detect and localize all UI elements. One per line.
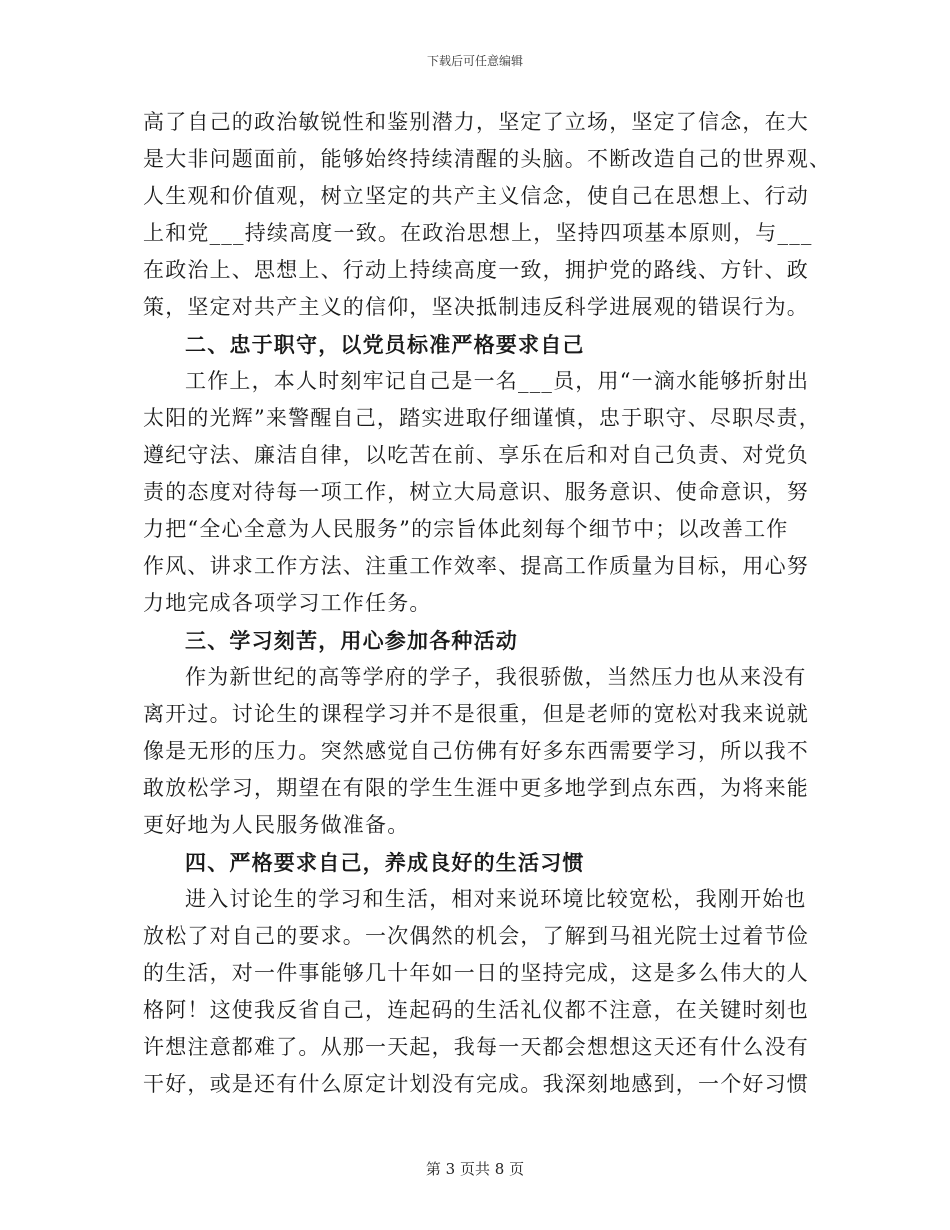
section-heading: 二、忠于职守，以党员标准严格要求自己 (185, 332, 585, 357)
body-line: 作风、讲求工作方法、注重工作效率、提高工作质量为目标，用心努 (143, 554, 809, 578)
body-line: 责的态度对待每一项工作，树立大局意识、服务意识、使命意识，努 (143, 480, 809, 504)
section-heading: 三、学习刻苦，用心参加各种活动 (185, 628, 518, 653)
page-header: 下载后可任意编辑 (426, 54, 523, 68)
body-line: 干好，或是还有什么原定计划没有完成。我深刻地感到，一个好习惯 (143, 1072, 809, 1096)
body-line: 人生观和价值观，树立坚定的共产主义信念，使自己在思想上、行动 (143, 184, 809, 208)
body-line: 力地完成各项学习工作任务。 (143, 591, 432, 615)
body-line: 的生活，对一件事能够几十年如一日的坚持完成，这是多么伟大的人 (143, 961, 809, 985)
body-line: 在政治上、思想上、行动上持续高度一致，拥护党的路线、方针、政 (143, 258, 809, 282)
paragraph-first-line: 作为新世纪的高等学府的学子，我很骄傲，当然压力也从来没有 (185, 665, 807, 689)
body-line: 高了自己的政治敏锐性和鉴别潜力，坚定了立场，坚定了信念，在大 (143, 110, 809, 134)
page-footer: 第 3 页共 8 页 (425, 1160, 525, 1178)
section-heading: 四、严格要求自己，养成良好的生活习惯 (185, 850, 585, 875)
body-line: 力把“全心全意为人民服务”的宗旨体此刻每个细节中；以改善工作 (143, 517, 789, 541)
paragraph-first-line: 工作上，本人时刻牢记自己是一名___员，用“一滴水能够折射出 (185, 369, 810, 393)
body-line: 上和党___持续高度一致。在政治思想上，坚持四项基本原则，与___ (143, 221, 813, 245)
body-line: 像是无形的压力。突然感觉自己仿佛有好多东西需要学习，所以我不 (143, 739, 809, 763)
body-line: 敢放松学习，期望在有限的学生生涯中更多地学到点东西，为将来能 (143, 776, 809, 800)
body-line: 是大非问题面前，能够始终持续清醒的头脑。不断改造自己的世界观、 (143, 147, 832, 171)
body-line: 放松了对自己的要求。一次偶然的机会，了解到马祖光院士过着节俭 (143, 924, 809, 948)
body-line: 格阿！这使我反省自己，连起码的生活礼仪都不注意，在关键时刻也 (143, 998, 809, 1022)
body-line: 离开过。讨论生的课程学习并不是很重，但是老师的宽松对我来说就 (143, 702, 809, 726)
body-line: 遵纪守法、廉洁自律，以吃苦在前、享乐在后和对自己负责、对党负 (143, 443, 809, 467)
document-body (143, 104, 832, 1103)
body-line: 太阳的光辉”来警醒自己，踏实进取仔细谨慎，忠于职守、尽职尽责， (143, 406, 821, 430)
body-line: 更好地为人民服务做准备。 (143, 813, 410, 837)
body-line: 策，坚定对共产主义的信仰，坚决抵制违反科学进展观的错误行为。 (143, 295, 809, 319)
paragraph-first-line: 进入讨论生的学习和生活，相对来说环境比较宽松，我刚开始也 (185, 887, 807, 911)
body-line: 许想注意都难了。从那一天起，我每一天都会想想这天还有什么没有 (143, 1035, 809, 1059)
